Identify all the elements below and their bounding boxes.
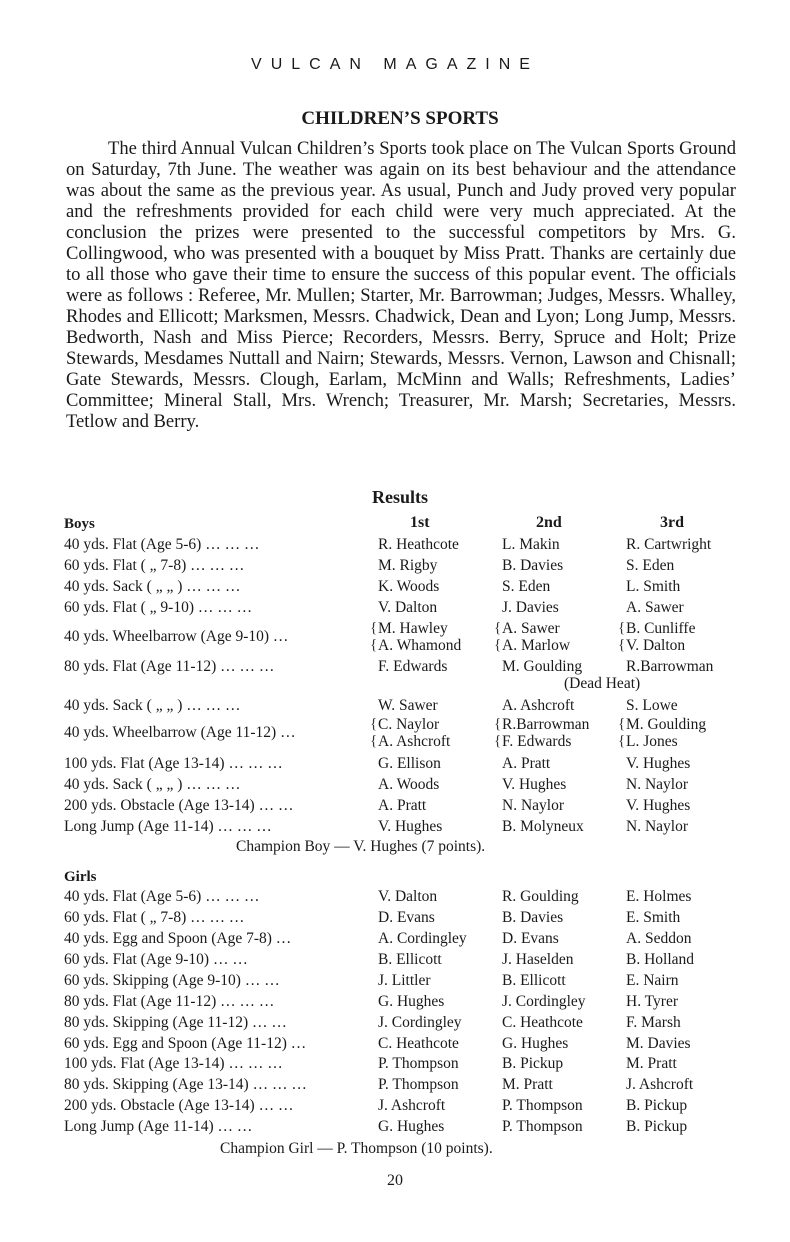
placing-second — [502, 776, 566, 793]
competitor-name: V. Hughes — [378, 818, 443, 835]
event-name: 60 yds. Skipping (Age 9-10) … … — [64, 972, 280, 989]
placing-second — [502, 716, 589, 750]
placing-second — [502, 755, 550, 772]
competitor-name: D. Evans — [378, 909, 435, 926]
placing-first — [378, 993, 444, 1010]
event-name: 40 yds. Wheelbarrow (Age 9-10) … — [64, 628, 289, 645]
competitor-name: A. Pratt — [502, 755, 551, 772]
column-head-second: 2nd — [536, 514, 562, 531]
event-name: 60 yds. Flat ( „ 7-8) … … … — [64, 557, 245, 574]
placing-second — [502, 993, 586, 1010]
placing-third — [626, 818, 688, 835]
brace-mark: { { — [618, 716, 626, 749]
competitor-name: C. Naylor — [378, 716, 440, 733]
article-body: The third Annual Vulcan Children’s Sports took place on The Vulcan Sports Ground on Saturday, 7th June. The weather was again on its best behaviour and the attendance was about the same as the previous year. As usual, Punch and Judy proved very popular and the refreshments provided for each child were very much appreciated. At the conclusion the prizes were presented to the successful competitors by Mrs. G. Collingwood, who was presented with a bouquet by Miss Pratt. Thanks are certainly due to all those who gave their time to ensure the success of this popular event. The officials were as follows : Referee, Mr. Mullen; Starter, Mr. Barrowman; Judges, Messrs. Whalley, Rhodes and Ellicott; Marksmen, Messrs. Chadwick, Dean and Lyon; Long Jump, Messrs. Bedworth, Nash and Miss Pierce; Recorders, Messrs. Berry, Spruce and Holt; Prize Stewards, Mesdames Nuttall and Nairn; Stewards, Messrs. Vernon, Lawson and Chisnall; Gate Stewards, Messrs. Clough, Earlam, McMinn and Walls; Refreshments, Ladies’ Committee; Mineral Stall, Mrs. Wrench; Treasurer, Mr. Marsh; Secretaries, Messrs. Tetlow and Berry. — [66, 138, 736, 432]
competitor-name: A. Marlow — [502, 637, 571, 654]
placing-first — [378, 1097, 445, 1114]
competitor-name: V. Dalton — [378, 888, 438, 905]
competitor-name: M. Pratt — [626, 1055, 677, 1072]
page-number: 20 — [387, 1172, 403, 1189]
competitor-name: B. Molyneux — [502, 818, 584, 835]
champion-girl: Champion Girl — P. Thompson (10 points). — [220, 1140, 493, 1157]
competitor-name: C. Heathcote — [502, 1014, 583, 1031]
competitor-name: B. Cunliffe — [626, 620, 696, 637]
results-title: Results — [371, 487, 428, 507]
placing-second — [502, 1055, 563, 1072]
competitor-name: J. Cordingley — [378, 1014, 462, 1031]
column-head-first: 1st — [410, 514, 430, 531]
placing-first — [378, 1076, 459, 1093]
competitor-name: C. Heathcote — [378, 1035, 459, 1052]
event-name: 200 yds. Obstacle (Age 13-14) … … — [64, 797, 294, 814]
competitor-name: M. Davies — [626, 1035, 691, 1052]
event-name: 40 yds. Wheelbarrow (Age 11-12) … — [64, 724, 296, 741]
placing-second — [502, 536, 560, 553]
dead-heat-note: (Dead Heat) — [564, 675, 641, 692]
event-name: 40 yds. Flat (Age 5-6) … … … — [64, 888, 260, 905]
placing-third — [626, 1055, 677, 1072]
competitor-name: S. Eden — [626, 557, 675, 574]
competitor-name: S. Lowe — [626, 697, 678, 714]
placing-first — [378, 1118, 444, 1135]
placing-second — [502, 599, 559, 616]
brace-mark: { { — [494, 620, 502, 653]
placing-third — [626, 1097, 687, 1114]
placing-second — [502, 972, 566, 989]
placing-first — [378, 578, 439, 595]
competitor-name: L. Makin — [502, 536, 560, 553]
placing-third — [626, 755, 690, 772]
placing-third — [626, 536, 711, 553]
competitor-name: G. Hughes — [378, 1118, 445, 1135]
placing-second — [502, 1035, 568, 1052]
placing-first — [378, 1055, 459, 1072]
event-name: 60 yds. Flat (Age 9-10) … … — [64, 951, 248, 968]
placing-third — [626, 776, 688, 793]
competitor-name: M. Pratt — [502, 1076, 553, 1093]
competitor-name: M. Hawley — [378, 620, 448, 637]
competitor-name: N. Naylor — [626, 776, 688, 793]
placing-first — [378, 951, 442, 968]
placing-third — [626, 658, 713, 675]
competitor-name: B. Ellicott — [502, 972, 566, 989]
event-name: 40 yds. Sack ( „ „ ) … … … — [64, 776, 241, 793]
placing-first — [378, 1035, 459, 1052]
event-name: 80 yds. Skipping (Age 13-14) … … … — [64, 1076, 307, 1093]
competitor-name: L. Smith — [626, 578, 681, 595]
competitor-name: G. Ellison — [378, 755, 441, 772]
event-name: 60 yds. Egg and Spoon (Age 11-12) … — [64, 1035, 307, 1052]
placing-second — [502, 658, 582, 675]
placing-third — [626, 930, 691, 947]
competitor-name: A. Ashcroft — [378, 733, 451, 750]
event-name: 100 yds. Flat (Age 13-14) … … … — [64, 1055, 283, 1072]
placing-first — [378, 697, 438, 714]
placing-first — [378, 1014, 462, 1031]
competitor-name: P. Thompson — [502, 1097, 583, 1114]
placing-first — [378, 557, 437, 574]
placing-first — [378, 818, 442, 835]
event-name: Long Jump (Age 11-14) … … — [64, 1118, 253, 1135]
placing-second — [502, 930, 559, 947]
competitor-name: J. Ashcroft — [378, 1097, 446, 1114]
placing-first — [378, 536, 459, 553]
competitor-name: F. Edwards — [502, 733, 572, 750]
placing-first — [378, 776, 439, 793]
competitor-name: F. Marsh — [626, 1014, 681, 1031]
competitor-name: N. Naylor — [502, 797, 564, 814]
competitor-name: S. Eden — [502, 578, 551, 595]
placing-first — [378, 930, 467, 947]
article-title: CHILDREN’S SPORTS — [301, 108, 499, 129]
competitor-name: P. Thompson — [378, 1076, 459, 1093]
placing-first — [378, 909, 435, 926]
competitor-name: A. Cordingley — [378, 930, 467, 947]
competitor-name: B. Holland — [626, 951, 695, 968]
competitor-name: R.Barrowman — [626, 658, 714, 675]
competitor-name: A. Ashcroft — [502, 697, 575, 714]
competitor-name: A. Pratt — [378, 797, 427, 814]
competitor-name: R. Cartwright — [626, 536, 712, 553]
girls-section-label: Girls — [64, 869, 97, 885]
placing-second — [502, 557, 563, 574]
placing-third — [626, 1118, 687, 1135]
competitor-name: G. Hughes — [378, 993, 445, 1010]
competitor-name: E. Nairn — [626, 972, 679, 989]
competitor-name: J. Davies — [502, 599, 559, 616]
brace-mark: { { — [370, 716, 378, 749]
competitor-name: A. Woods — [378, 776, 440, 793]
event-name: 40 yds. Flat (Age 5-6) … … … — [64, 536, 260, 553]
placing-third — [626, 1014, 681, 1031]
placing-third — [626, 1076, 693, 1093]
placing-second — [502, 697, 574, 714]
event-name: 40 yds. Sack ( „ „ ) … … … — [64, 578, 241, 595]
competitor-name: A. Sawer — [502, 620, 560, 637]
placing-first — [378, 972, 431, 989]
competitor-name: E. Smith — [626, 909, 681, 926]
competitor-name: V. Hughes — [502, 776, 567, 793]
placing-third — [626, 599, 684, 616]
competitor-name: A. Seddon — [626, 930, 692, 947]
event-name: 100 yds. Flat (Age 13-14) … … … — [64, 755, 283, 772]
event-name: 80 yds. Flat (Age 11-12) … … … — [64, 658, 275, 675]
placing-first — [378, 620, 461, 654]
competitor-name: D. Evans — [502, 930, 559, 947]
competitor-name: N. Naylor — [626, 818, 688, 835]
competitor-name: V. Hughes — [626, 797, 691, 814]
competitor-name: R.Barrowman — [502, 716, 590, 733]
competitor-name: J. Ashcroft — [626, 1076, 694, 1093]
champion-boy: Champion Boy — V. Hughes (7 points). — [236, 838, 486, 855]
placing-second — [502, 1097, 583, 1114]
event-name: 60 yds. Flat ( „ 9-10) … … … — [64, 599, 253, 616]
placing-third — [626, 697, 678, 714]
competitor-name: V. Hughes — [626, 755, 691, 772]
competitor-name: A. Sawer — [626, 599, 684, 616]
competitor-name: R. Goulding — [502, 888, 579, 905]
competitor-name: K. Woods — [378, 578, 440, 595]
competitor-name: H. Tyrer — [626, 993, 679, 1010]
competitor-name: W. Sawer — [378, 697, 438, 714]
placing-third — [626, 993, 678, 1010]
placing-first — [378, 716, 450, 750]
event-name: Long Jump (Age 11-14) … … … — [64, 818, 272, 835]
event-name: 80 yds. Flat (Age 11-12) … … … — [64, 993, 275, 1010]
competitor-name: R. Heathcote — [378, 536, 459, 553]
placing-first — [378, 888, 437, 905]
competitor-name: V. Dalton — [378, 599, 438, 616]
competitor-name: P. Thompson — [378, 1055, 459, 1072]
boys-section-label: Boys — [64, 516, 95, 532]
competitor-name: M. Rigby — [378, 557, 438, 574]
event-name: 40 yds. Sack ( „ „ ) … … … — [64, 697, 241, 714]
competitor-name: J. Cordingley — [502, 993, 586, 1010]
placing-third — [626, 557, 674, 574]
placing-second — [502, 797, 564, 814]
competitor-name: M. Goulding — [502, 658, 583, 675]
event-name: 60 yds. Flat ( „ 7-8) … … … — [64, 909, 245, 926]
competitor-name: L. Jones — [626, 733, 678, 750]
placing-second — [502, 1118, 583, 1135]
running-head: VULCAN MAGAZINE — [251, 56, 539, 73]
placing-third — [626, 716, 706, 750]
placing-first — [378, 599, 437, 616]
event-name: 200 yds. Obstacle (Age 13-14) … … — [64, 1097, 294, 1114]
competitor-name: J. Haselden — [502, 951, 574, 968]
placing-first — [378, 755, 441, 772]
competitor-name: A. Whamond — [378, 637, 462, 654]
event-name: 80 yds. Skipping (Age 11-12) … … — [64, 1014, 287, 1031]
competitor-name: V. Dalton — [626, 637, 686, 654]
placing-third — [626, 951, 694, 968]
placing-first — [378, 658, 447, 675]
placing-third — [626, 909, 680, 926]
placing-second — [502, 951, 573, 968]
placing-second — [502, 909, 563, 926]
competitor-name: B. Pickup — [626, 1097, 688, 1114]
competitor-name: G. Hughes — [502, 1035, 569, 1052]
competitor-name: B. Ellicott — [378, 951, 442, 968]
brace-mark: { { — [618, 620, 626, 653]
placing-first — [378, 797, 426, 814]
placing-second — [502, 888, 579, 905]
placing-second — [502, 818, 584, 835]
placing-second — [502, 1014, 583, 1031]
competitor-name: P. Thompson — [502, 1118, 583, 1135]
column-head-third: 3rd — [660, 514, 684, 531]
placing-third — [626, 1035, 691, 1052]
competitor-name: F. Edwards — [378, 658, 448, 675]
competitor-name: B. Pickup — [626, 1118, 688, 1135]
brace-mark: { { — [494, 716, 502, 749]
event-name: 40 yds. Egg and Spoon (Age 7-8) … — [64, 930, 292, 947]
placing-second — [502, 578, 550, 595]
placing-third — [626, 972, 679, 989]
placing-second — [502, 620, 570, 654]
brace-mark: { { — [370, 620, 378, 653]
competitor-name: B. Davies — [502, 557, 564, 574]
placing-third — [626, 888, 691, 905]
placing-second — [502, 1076, 553, 1093]
competitor-name: E. Holmes — [626, 888, 692, 905]
placing-third — [626, 620, 695, 654]
competitor-name: B. Pickup — [502, 1055, 564, 1072]
competitor-name: B. Davies — [502, 909, 564, 926]
competitor-name: M. Goulding — [626, 716, 707, 733]
placing-third — [626, 578, 680, 595]
competitor-name: J. Littler — [378, 972, 431, 989]
placing-third — [626, 797, 690, 814]
